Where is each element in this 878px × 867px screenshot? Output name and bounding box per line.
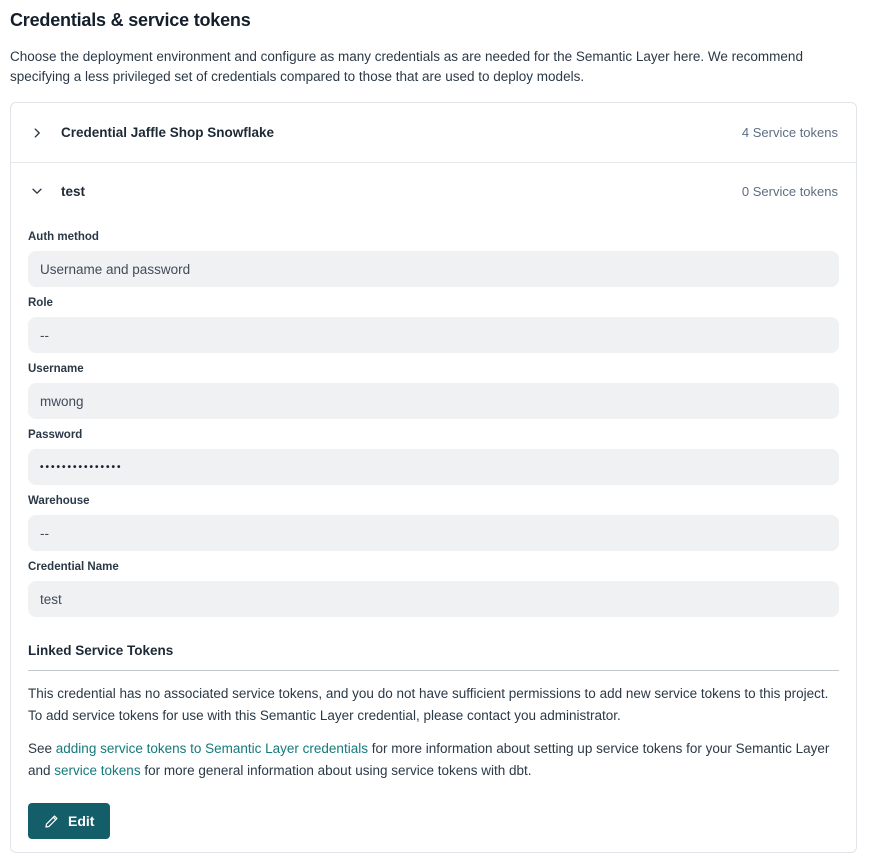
credential-name: test — [61, 183, 86, 199]
warehouse-field: -- — [28, 515, 839, 551]
semantic-layer-credentials-link[interactable]: adding service tokens to Semantic Layer credentials — [55, 741, 368, 756]
tokens-help-text — [28, 738, 839, 781]
field-group-password — [28, 429, 839, 485]
field-group-username — [28, 363, 839, 419]
credential-row-test[interactable] — [11, 163, 856, 219]
chevron-right-icon[interactable] — [29, 125, 45, 141]
page-description: Choose the deployment environment and configure as many credentials as are needed for the Semantic Layer here. We recommend specifying a less privileged set of credentials compared to those that are used to deploy models. — [10, 49, 803, 84]
no-tokens-message: This credential has no associated service tokens, and you do not have sufficient permissions to add new service tokens to this project. To add service tokens for use with this Semantic Layer credential, please contact you administrator. — [28, 686, 829, 723]
page-title: Credentials & service tokens — [10, 10, 251, 30]
field-group-credential-name — [28, 561, 839, 617]
field-group-warehouse — [28, 495, 839, 551]
field-group-role — [28, 297, 839, 353]
service-token-count: 4 Service tokens — [741, 125, 838, 140]
service-token-count: 0 Service tokens — [741, 183, 838, 199]
edit-button[interactable] — [28, 803, 110, 839]
auth-method-field: Username and password — [28, 251, 839, 287]
password-label: Password — [28, 429, 83, 441]
linked-service-tokens-heading: Linked Service Tokens — [28, 643, 174, 658]
credential-name-field: test — [28, 581, 839, 617]
credential-name: Credential Jaffle Shop Snowflake — [61, 125, 275, 140]
username-label: Username — [28, 363, 84, 375]
pencil-icon — [44, 814, 59, 829]
edit-button-label: Edit — [68, 813, 95, 829]
auth-method-label: Auth method — [28, 231, 99, 243]
middle-text: for more information about setting up service tokens for your Semantic Layer and — [28, 741, 830, 778]
suffix-text: for more general information about using service tokens with dbt. — [140, 762, 532, 778]
credential-details — [11, 219, 856, 852]
service-tokens-link[interactable]: service tokens — [54, 762, 141, 778]
role-field: -- — [28, 317, 839, 353]
username-field: mwong — [28, 383, 839, 419]
section-divider — [28, 670, 839, 671]
chevron-down-icon[interactable] — [29, 183, 45, 199]
credential-row-jaffle-shop[interactable] — [11, 103, 856, 163]
warehouse-label: Warehouse — [28, 495, 90, 507]
credentials-card — [10, 102, 857, 853]
see-prefix-text: See — [28, 741, 56, 756]
field-group-auth-method — [28, 231, 839, 287]
credential-name-label: Credential Name — [28, 561, 119, 573]
role-label: Role — [28, 297, 53, 309]
password-field: ••••••••••••••• — [28, 449, 839, 485]
